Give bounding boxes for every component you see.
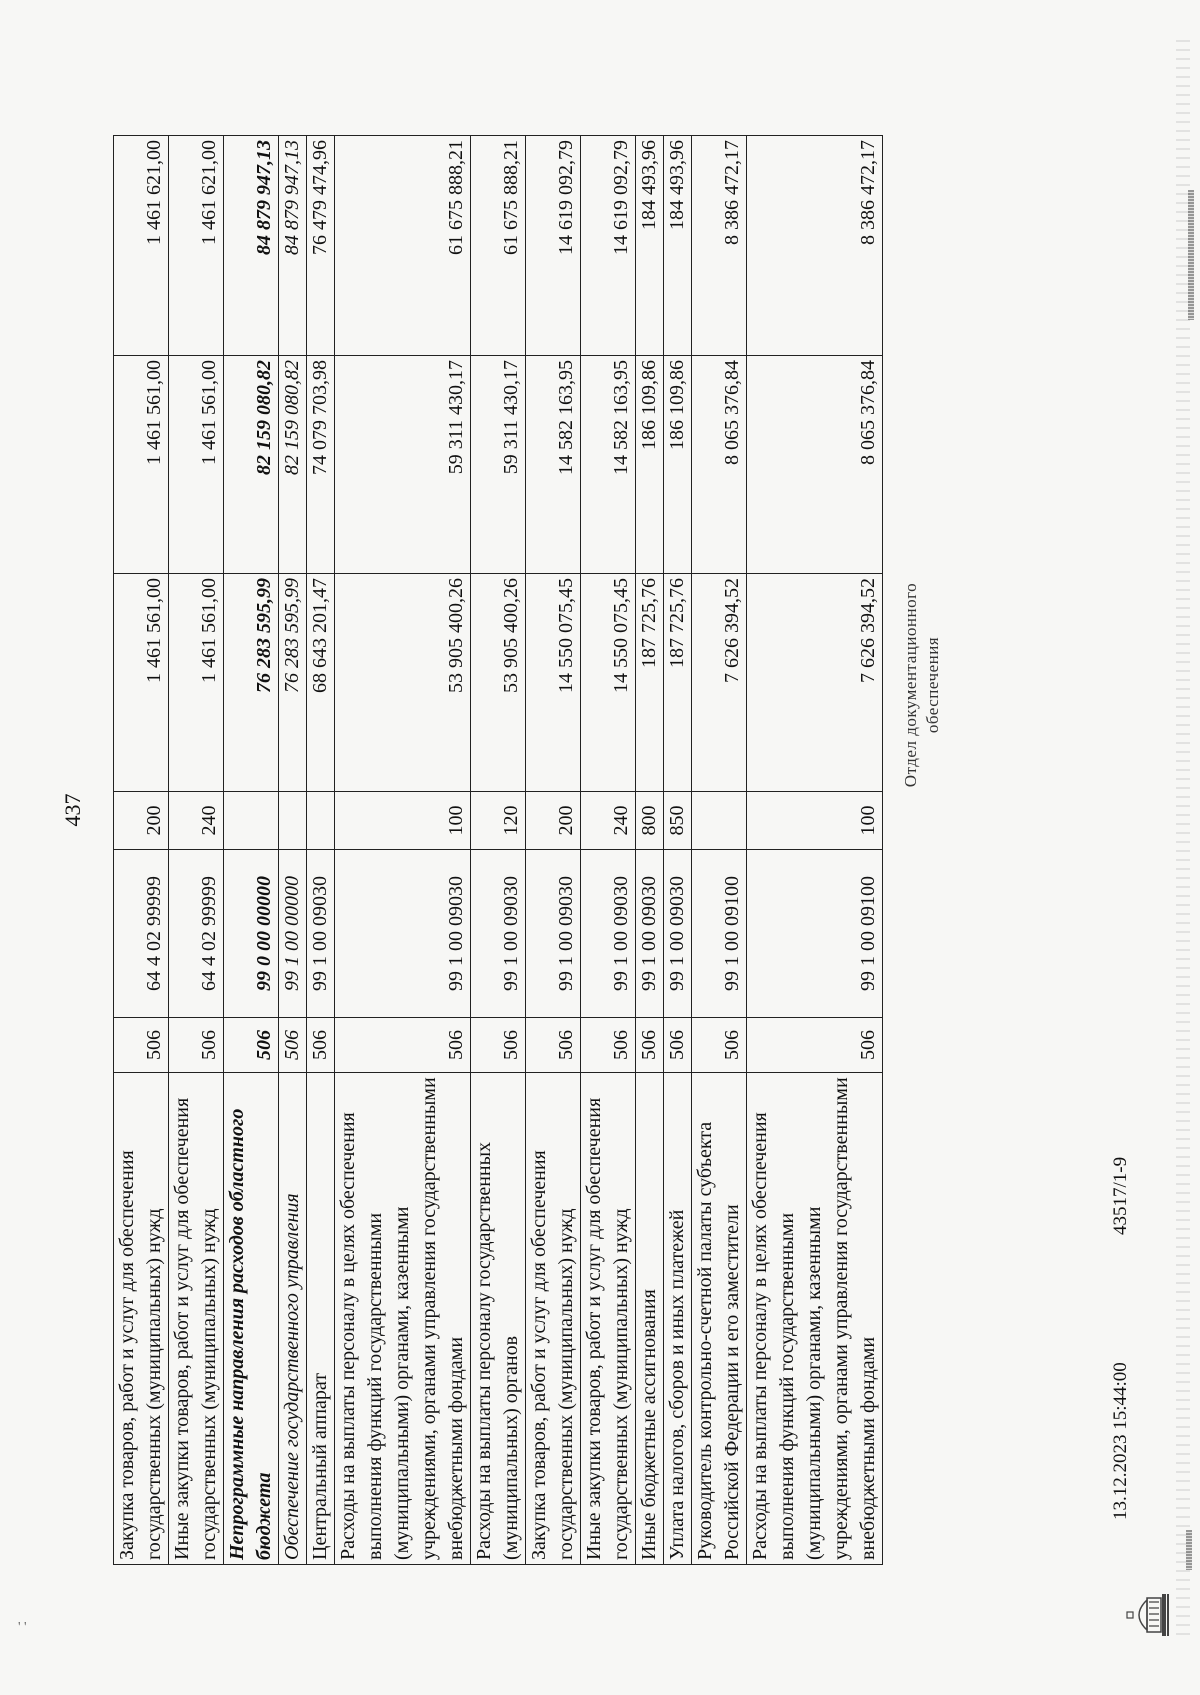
row-ved-cell: 506 bbox=[279, 1018, 307, 1073]
table-row bbox=[335, 136, 471, 1565]
budget-table bbox=[113, 135, 883, 1565]
row-ved-cell: 506 bbox=[307, 1018, 335, 1073]
row-sum-2026-cell: 184 493,96 bbox=[636, 136, 664, 356]
row-sum-2025-cell: 59 311 430,17 bbox=[471, 356, 526, 574]
row-csr-cell: 99 1 00 09030 bbox=[581, 850, 636, 1018]
row-sum-2024-cell: 68 643 201,47 bbox=[307, 574, 335, 792]
row-sum-2026-cell: 76 479 474,96 bbox=[307, 136, 335, 356]
row-sum-2026-cell: 14 619 092,79 bbox=[526, 136, 581, 356]
row-sum-2024-cell: 7 626 394,52 bbox=[747, 574, 883, 792]
row-ved-cell: 506 bbox=[114, 1018, 169, 1073]
row-sum-2026-cell: 14 619 092,79 bbox=[581, 136, 636, 356]
row-sum-2025-cell: 1 461 561,00 bbox=[169, 356, 224, 574]
row-sum-2024-cell: 14 550 075,45 bbox=[581, 574, 636, 792]
row-sum-2026-cell: 84 879 947,13 bbox=[224, 136, 279, 356]
table-row bbox=[526, 136, 581, 1565]
row-name-cell: Иные бюджетные ассигнования bbox=[636, 1073, 664, 1565]
row-csr-cell: 64 4 02 99999 bbox=[114, 850, 169, 1018]
duma-building-icon bbox=[1125, 1590, 1171, 1640]
row-sum-2024-cell: 187 725,76 bbox=[636, 574, 664, 792]
row-sum-2025-cell: 8 065 376,84 bbox=[747, 356, 883, 574]
row-sum-2024-cell: 187 725,76 bbox=[664, 574, 692, 792]
footer-date: 13.12.2023 15:44:00 bbox=[1110, 1362, 1131, 1520]
table-row bbox=[307, 136, 335, 1565]
table-row bbox=[636, 136, 664, 1565]
page-number: 437 bbox=[60, 793, 85, 827]
row-ved-cell: 506 bbox=[335, 1018, 471, 1073]
row-csr-cell: 99 1 00 09100 bbox=[692, 850, 747, 1018]
row-sum-2026-cell: 8 386 472,17 bbox=[692, 136, 747, 356]
stamp-line-2: обеспечения bbox=[923, 636, 942, 734]
row-ved-cell: 506 bbox=[581, 1018, 636, 1073]
row-sum-2026-cell: 84 879 947,13 bbox=[279, 136, 307, 356]
row-name-cell: Центральный аппарат bbox=[307, 1073, 335, 1565]
row-ved-cell: 506 bbox=[692, 1018, 747, 1073]
row-sum-2026-cell: 1 461 621,00 bbox=[169, 136, 224, 356]
row-name-cell: Иные закупки товаров, работ и услуг для обеспечения государственных (муниципальных) нужд bbox=[169, 1073, 224, 1565]
row-sum-2025-cell: 82 159 080,82 bbox=[279, 356, 307, 574]
row-csr-cell: 99 1 00 09030 bbox=[335, 850, 471, 1018]
row-sum-2025-cell: 1 461 561,00 bbox=[114, 356, 169, 574]
row-csr-cell: 99 1 00 09030 bbox=[664, 850, 692, 1018]
row-vr-cell: 800 bbox=[636, 792, 664, 850]
row-vr-cell: 200 bbox=[114, 792, 169, 850]
row-vr-cell bbox=[279, 792, 307, 850]
row-csr-cell: 99 1 00 09030 bbox=[636, 850, 664, 1018]
table-row bbox=[581, 136, 636, 1565]
table-row bbox=[114, 136, 169, 1565]
row-sum-2025-cell: 14 582 163,95 bbox=[581, 356, 636, 574]
row-sum-2025-cell: 8 065 376,84 bbox=[692, 356, 747, 574]
row-sum-2026-cell: 1 461 621,00 bbox=[114, 136, 169, 356]
row-sum-2024-cell: 53 905 400,26 bbox=[335, 574, 471, 792]
row-name-cell: Уплата налогов, сборов и иных платежей bbox=[664, 1073, 692, 1565]
row-sum-2025-cell: 82 159 080,82 bbox=[224, 356, 279, 574]
row-csr-cell: 99 1 00 09030 bbox=[526, 850, 581, 1018]
row-sum-2024-cell: 7 626 394,52 bbox=[692, 574, 747, 792]
row-ved-cell: 506 bbox=[664, 1018, 692, 1073]
row-sum-2024-cell: 14 550 075,45 bbox=[526, 574, 581, 792]
row-name-cell: Закупка товаров, работ и услуг для обеспечения государственных (муниципальных) нужд bbox=[526, 1073, 581, 1565]
row-sum-2024-cell: 1 461 561,00 bbox=[114, 574, 169, 792]
row-sum-2026-cell: 61 675 888,21 bbox=[335, 136, 471, 356]
row-name-cell: Закупка товаров, работ и услуг для обеспечения государственных (муниципальных) нужд bbox=[114, 1073, 169, 1565]
row-csr-cell: 99 1 00 09100 bbox=[747, 850, 883, 1018]
row-ved-cell: 506 bbox=[747, 1018, 883, 1073]
table-row bbox=[279, 136, 307, 1565]
row-csr-cell: 99 0 00 00000 bbox=[224, 850, 279, 1018]
row-vr-cell: 240 bbox=[169, 792, 224, 850]
row-vr-cell bbox=[224, 792, 279, 850]
row-csr-cell: 99 1 00 09030 bbox=[307, 850, 335, 1018]
table-row bbox=[664, 136, 692, 1565]
row-vr-cell bbox=[692, 792, 747, 850]
stamp-line-1: Отдел документационного bbox=[901, 582, 920, 788]
table-row bbox=[169, 136, 224, 1565]
row-name-cell: Руководитель контрольно-счетной палаты субъекта Российской Федерации и его заместители bbox=[692, 1073, 747, 1565]
row-ved-cell: 506 bbox=[169, 1018, 224, 1073]
row-sum-2024-cell: 76 283 595,99 bbox=[279, 574, 307, 792]
row-csr-cell: 64 4 02 99999 bbox=[169, 850, 224, 1018]
row-vr-cell: 120 bbox=[471, 792, 526, 850]
row-sum-2025-cell: 59 311 430,17 bbox=[335, 356, 471, 574]
table-row bbox=[747, 136, 883, 1565]
row-sum-2026-cell: 8 386 472,17 bbox=[747, 136, 883, 356]
row-sum-2024-cell: 76 283 595,99 bbox=[224, 574, 279, 792]
row-sum-2025-cell: 74 079 703,98 bbox=[307, 356, 335, 574]
table-row bbox=[224, 136, 279, 1565]
row-name-cell: Иные закупки товаров, работ и услуг для обеспечения государственных (муниципальных) нужд bbox=[581, 1073, 636, 1565]
row-vr-cell: 100 bbox=[747, 792, 883, 850]
row-vr-cell: 240 bbox=[581, 792, 636, 850]
row-vr-cell: 100 bbox=[335, 792, 471, 850]
row-ved-cell: 506 bbox=[636, 1018, 664, 1073]
row-name-cell: Расходы на выплаты персоналу в целях обеспечения выполнения функций государственными (муниципальными) органами, казенными учреждениями, органами управления государственными внебюджетными фондами bbox=[747, 1073, 883, 1565]
scan-margin-marks: ' ' bbox=[18, 1620, 27, 1635]
row-sum-2025-cell: 14 582 163,95 bbox=[526, 356, 581, 574]
row-ved-cell: 506 bbox=[471, 1018, 526, 1073]
row-name-cell: Обеспечение государственного управления bbox=[279, 1073, 307, 1565]
row-ved-cell: 506 bbox=[224, 1018, 279, 1073]
row-vr-cell: 200 bbox=[526, 792, 581, 850]
row-sum-2024-cell: 1 461 561,00 bbox=[169, 574, 224, 792]
row-name-cell: Расходы на выплаты персоналу государственных (муниципальных) органов bbox=[471, 1073, 526, 1565]
row-sum-2025-cell: 186 109,86 bbox=[664, 356, 692, 574]
table-row bbox=[692, 136, 747, 1565]
row-sum-2026-cell: 184 493,96 bbox=[664, 136, 692, 356]
row-sum-2026-cell: 61 675 888,21 bbox=[471, 136, 526, 356]
row-name-cell: Расходы на выплаты персоналу в целях обеспечения выполнения функций государственными (муниципальными) органами, казенными учреждениями, органами управления государственными внебюджетными фондами bbox=[335, 1073, 471, 1565]
row-csr-cell: 99 1 00 09030 bbox=[471, 850, 526, 1018]
table-row bbox=[471, 136, 526, 1565]
row-sum-2024-cell: 53 905 400,26 bbox=[471, 574, 526, 792]
row-name-cell: Непрограммные направления расходов областного бюджета bbox=[224, 1073, 279, 1565]
row-vr-cell bbox=[307, 792, 335, 850]
row-csr-cell: 99 1 00 00000 bbox=[279, 850, 307, 1018]
footer-document-code: 43517/1-9 bbox=[1110, 1156, 1131, 1235]
row-ved-cell: 506 bbox=[526, 1018, 581, 1073]
row-sum-2025-cell: 186 109,86 bbox=[636, 356, 664, 574]
department-stamp bbox=[900, 555, 944, 815]
row-vr-cell: 850 bbox=[664, 792, 692, 850]
